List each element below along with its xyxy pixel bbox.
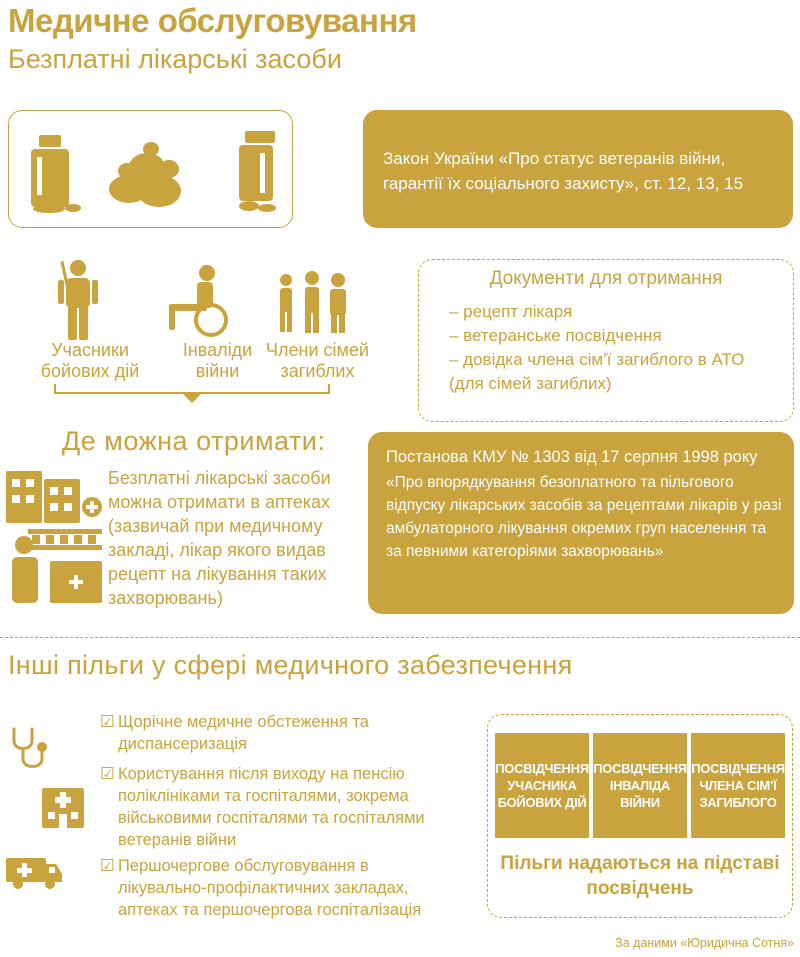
source-credit: За даними «Юридична Сотня» [615,936,794,950]
documents-box [418,259,794,422]
recipient-war-invalids: Інваліди війни [182,340,253,381]
document-item: – ветеранське посвідчення [449,326,662,345]
recipient-families: Члени сімей загиблих [266,340,369,381]
bracket-connector [54,384,330,404]
family-icon [272,270,354,335]
section-divider [0,637,800,638]
ambulance-icon [4,852,64,890]
documents-list [449,300,744,396]
recipient-combatants: Учасники бойових дій [40,340,140,381]
benefit-item [100,763,445,851]
hospital-icon [38,782,88,830]
document-item: – довідка члена сім’ї загиблого в АТО [449,350,745,369]
certificate-combatant: ПОСВІДЧЕННЯ УЧАСНИКА БОЙОВИХ ДІЙ [495,733,589,838]
benefit-text: Користування після виходу на пенсію поліклініками та госпіталями, зокрема військовими госпіталями та госпіталями ветеранів війни [118,765,425,849]
document-item: – рецепт лікаря [449,302,573,321]
certificates-note: Пільги надаються на підставі посвідчень [500,853,780,899]
page-subtitle: Безплатні лікарські засоби [8,44,342,74]
wheelchair-icon [163,264,235,339]
stethoscope-icon [6,725,56,773]
benefit-text: Щорічне медичне обстеження та диспансеризація [118,713,369,753]
pills-icon [9,111,294,229]
documents-title: Документи для отримання [489,268,723,289]
checkbox-icon: ☑ [100,713,115,731]
cabinet-resolution [368,432,794,614]
where-title: Де можна отримати: [62,426,326,456]
benefit-item [100,711,410,755]
benefit-item [100,855,445,921]
checkbox-icon: ☑ [100,765,115,783]
where-description: Безплатні лікарські засоби можна отримати в аптеках (зазвичай при медичному закладі, лікар якого видав рецепт на лікування таких захворювань) [108,468,331,608]
pharmacy-icon [2,465,106,607]
law-reference [363,110,793,228]
soldier-icon [48,258,108,343]
law-text: Закон України «Про статус ветеранів війни, гарантії їх соціального захисту», ст. 12, 13, 15 [383,149,744,193]
checkbox-icon: ☑ [100,857,115,875]
page-title: Медичне обслуговування [8,2,417,39]
medicines-illustration [8,110,293,228]
benefit-text: Першочергове обслуговування в лікувально-профілактичних закладах, аптеках та першочергова госпіталізація [118,857,422,919]
resolution-text: «Про впорядкування безоплатного та пільгового відпуску лікарських засобів за рецептами лікарів у разі амбулаторного лікування окремих груп населення та за певними категоріями захворювань» [386,474,782,560]
resolution-title: Постанова КМУ № 1303 від 17 серпня 1998 року [386,448,758,466]
document-item: (для сімей загиблих) [449,374,612,393]
certificate-war-invalid: ПОСВІДЧЕННЯ ІНВАЛІДА ВІЙНИ [593,733,687,838]
certificates-box [487,714,793,918]
certificate-family-member: ПОСВІДЧЕННЯ ЧЛЕНА СІМ’Ї ЗАГИБЛОГО [691,733,785,838]
other-benefits-title: Інші пільги у сфері медичного забезпечення [8,650,573,680]
